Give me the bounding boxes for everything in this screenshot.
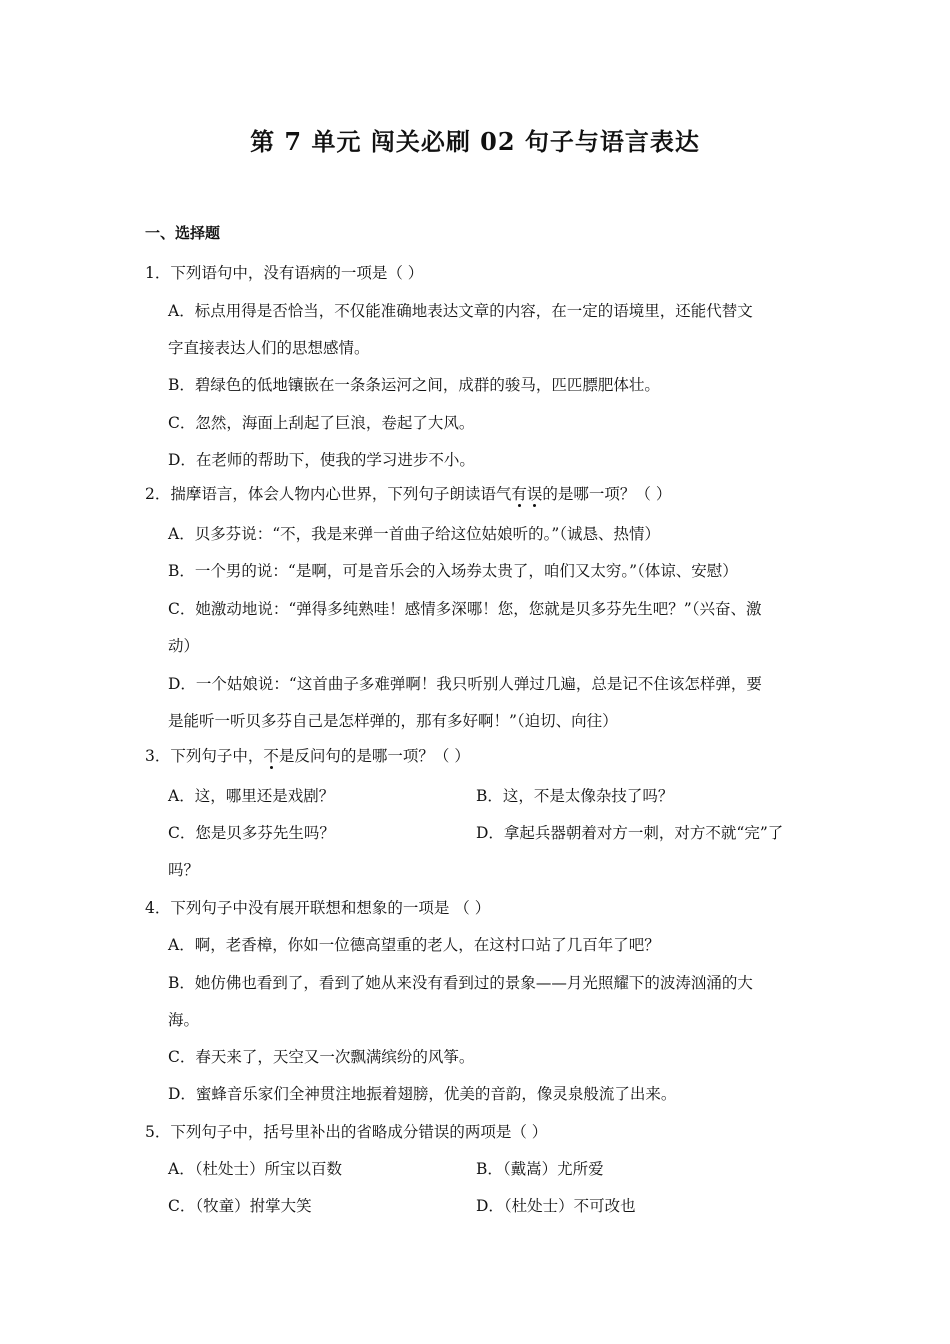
section-heading: 一、选择题 xyxy=(145,224,221,242)
question-4-option-a: A．啊，老香樟，你如一位德高望重的老人，在这村口站了几百年了吧？ xyxy=(168,936,660,954)
question-4-option-b-cont: 海。 xyxy=(168,1011,200,1029)
emphasis-dot-char: 误 xyxy=(527,482,543,504)
question-3-option-d-cont: 吗？ xyxy=(168,861,200,879)
question-2-option-d-cont: 是能听一听贝多芬自己是怎样弹的，那有多好啊！”（迫切、向往） xyxy=(168,712,618,730)
question-3-stem-tail: 是反问句的是哪一项？（ ） xyxy=(278,747,470,765)
question-3-option-b: B．这，不是太像杂技了吗？ xyxy=(476,787,674,805)
question-5-stem: 5．下列句子中，括号里补出的省略成分错误的两项是（ ） xyxy=(145,1123,548,1141)
question-4-option-c: C．春天来了，天空又一次飘满缤纷的风筝。 xyxy=(168,1048,475,1066)
question-5-option-b: B．（戴嵩）尤所爱 xyxy=(476,1160,604,1178)
question-1-option-c: C．忽然，海面上刮起了巨浪，卷起了大风。 xyxy=(168,414,475,432)
question-5-option-d: D．（杜处士）不可改也 xyxy=(476,1197,636,1215)
question-1-option-d: D．在老师的帮助下，使我的学习进步不小。 xyxy=(168,451,475,469)
question-2-option-c: C．她激动地说：“弹得多纯熟哇！感情多深哪！您，您就是贝多芬先生吧？”（兴奋、激 xyxy=(168,600,762,618)
question-4-option-b: B．她仿佛也看到了，看到了她从来没有看到过的景象——月光照耀下的波涛汹涌的大 xyxy=(168,974,753,992)
question-2-stem-text: 2．揣摩语言，体会人物内心世界，下列句子朗读语气 xyxy=(145,485,512,503)
question-2-option-b: B．一个男的说：“是啊，可是音乐会的入场券太贵了，咱们又太穷。”（体谅、安慰） xyxy=(168,562,738,580)
question-2-option-c-cont: 动） xyxy=(168,637,200,655)
emphasis-dot-char: 不 xyxy=(263,744,279,766)
question-4-option-d: D．蜜蜂音乐家们全神贯注地振着翅膀，优美的音韵，像灵泉般流了出来。 xyxy=(168,1085,677,1103)
question-3-option-c: C．您是贝多芬先生吗？ xyxy=(168,824,335,842)
question-2-option-a: A．贝多芬说：“不，我是来弹一首曲子给这位姑娘听的。”（诚恳、热情） xyxy=(168,525,661,543)
question-3-option-d: D．拿起兵器朝着对方一刺，对方不就“完”了 xyxy=(476,824,784,842)
emphasis-dot-char: 有 xyxy=(511,482,527,504)
question-2-option-d: D．一个姑娘说：“这首曲子多难弹啊！我只听别人弹过几遍，总是记不住该怎样弹，要 xyxy=(168,675,762,693)
question-1-option-a: A．标点用得是否恰当，不仅能准确地表达文章的内容，在一定的语境里，还能代替文 xyxy=(168,302,753,320)
question-3-stem-text: 3．下列句子中， xyxy=(145,747,264,765)
question-2-stem-tail: 的是哪一项？（ ） xyxy=(542,485,672,503)
question-3-stem xyxy=(145,744,470,766)
question-5-option-a: A．（杜处士）所宝以百数 xyxy=(168,1160,342,1178)
question-2-stem xyxy=(145,482,671,504)
question-4-stem: 4．下列句子中没有展开联想和想象的一项是 （ ） xyxy=(145,899,491,917)
page-title: 第 7 单元 闯关必刷 02 句子与语言表达 xyxy=(250,127,700,156)
question-5-option-c: C．（牧童）拊掌大笑 xyxy=(168,1197,312,1215)
question-1-option-a-cont: 字直接表达人们的思想感情。 xyxy=(168,339,370,357)
question-1-option-b: B．碧绿色的低地镶嵌在一条条运河之间，成群的骏马，匹匹膘肥体壮。 xyxy=(168,376,660,394)
question-3-option-a: A．这，哪里还是戏剧？ xyxy=(168,787,335,805)
question-1-stem: 1．下列语句中，没有语病的一项是（ ） xyxy=(145,264,424,282)
